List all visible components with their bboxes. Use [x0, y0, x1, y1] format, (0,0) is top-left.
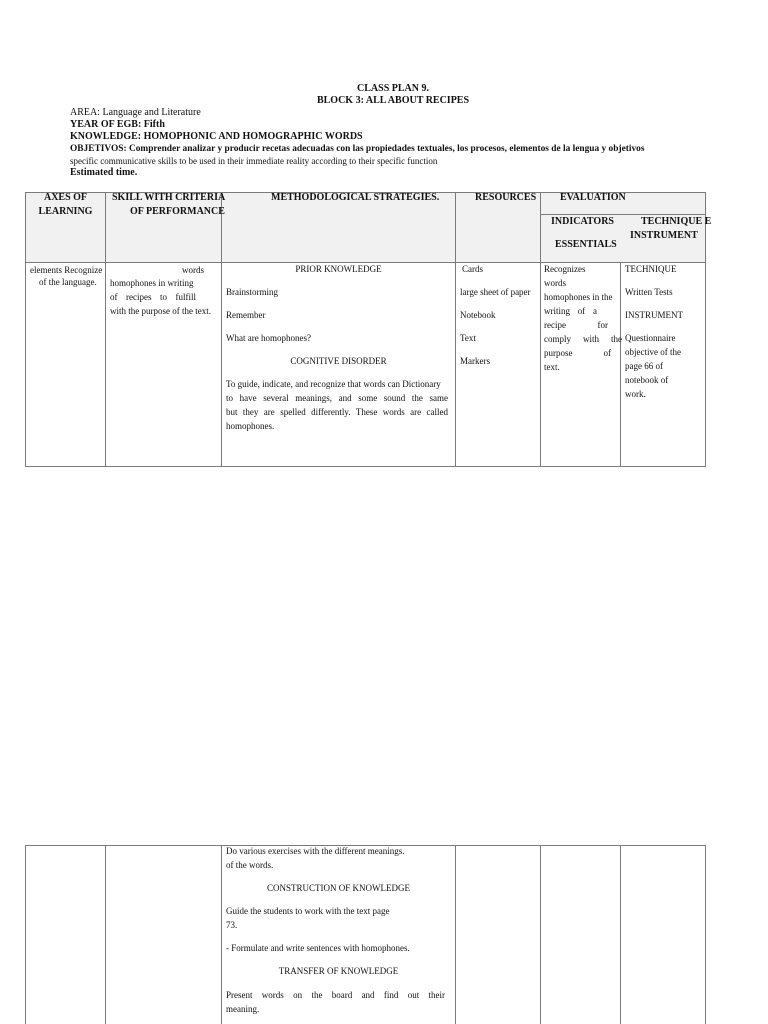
col-line-3	[221, 192, 222, 467]
year-line: YEAR OF EGB: Fifth	[70, 119, 165, 130]
col-line-6	[620, 262, 621, 467]
indicator-line-8: text.	[544, 362, 560, 372]
guide-line-1: To guide, indicate, and recognize that words can Dictionary	[226, 379, 441, 389]
area-line: AREA: Language and Literature	[70, 107, 201, 118]
header-indicators: INDICATORS	[551, 216, 614, 227]
present-line-1: Present words on the board and find out their	[226, 990, 445, 1000]
resource-paper: large sheet of paper	[460, 287, 531, 297]
skill-line-2: of recipes to fulfill	[110, 292, 196, 302]
header-skill-1: SKILL WITH CRITERIA	[112, 192, 226, 203]
present-line-2: meaning.	[226, 1004, 260, 1014]
cont-col-line-6	[620, 845, 621, 1024]
guide-line-2: to have several meanings, and some sound the same	[226, 393, 448, 403]
indicator-line-2: words	[544, 278, 566, 288]
class-plan-title: CLASS PLAN 9.	[357, 83, 429, 94]
axes-line-1: elements Recognize	[30, 265, 103, 275]
knowledge-line: KNOWLEDGE: HOMOPHONIC AND HOMOGRAPHIC WORDS	[70, 131, 363, 142]
indicator-line-6: comply with the	[544, 334, 622, 344]
instrument-line-4: notebook of	[625, 375, 669, 385]
axes-line-2: of the language.	[39, 277, 97, 287]
instrument-line-2: objective of the	[625, 347, 681, 357]
indicator-line-7: purpose of	[544, 348, 611, 358]
cont-col-line-7	[705, 845, 706, 1024]
header-technique: TECHNIQUE E	[641, 216, 712, 227]
indicator-line-4: writing of a	[544, 306, 597, 316]
skill-line-3: with the purpose of the text.	[110, 306, 211, 316]
technique-written-tests: Written Tests	[625, 287, 673, 297]
transfer-heading: TRANSFER OF KNOWLEDGE	[278, 966, 399, 976]
estimated-time: Estimated time.	[70, 167, 138, 178]
guide-students-line-1: Guide the students to work with the text page	[226, 906, 390, 916]
formulate-text: - Formulate and write sentences with homophones.	[226, 943, 410, 953]
guide-students-line-2: 73.	[226, 920, 238, 930]
cognitive-disorder-heading: COGNITIVE DISORDER	[290, 356, 387, 366]
objetivos-label: OBJETIVOS:	[70, 144, 127, 154]
technique-label: TECHNIQUE	[625, 264, 677, 274]
header-skill-2: OF PERFORMANCE	[130, 206, 225, 217]
exercise-line-2: of the words.	[226, 860, 274, 870]
table-border-bottom	[25, 466, 706, 467]
col-line-5	[540, 192, 541, 467]
resource-cards: Cards	[462, 264, 483, 274]
skill-line-1: homophones in writing	[110, 278, 194, 288]
question-text: What are homophones?	[226, 333, 311, 343]
resource-notebook: Notebook	[460, 310, 496, 320]
resource-text: Text	[460, 333, 476, 343]
evaluation-divider	[540, 214, 706, 215]
header-instrument: INSTRUMENT	[630, 230, 698, 241]
instrument-line-1: Questionnaire	[625, 333, 676, 343]
resource-markers: Markers	[460, 356, 490, 366]
col-line-1	[25, 192, 26, 467]
header-evaluation: EVALUATION	[560, 192, 626, 203]
objetivos-line-2: specific communicative skills to be used in their immediate reality according to their specific function	[70, 156, 438, 166]
brainstorming-text: Brainstorming	[226, 287, 278, 297]
instrument-line-3: page 66 of	[625, 361, 663, 371]
header-method: METHODOLOGICAL STRATEGIES.	[271, 192, 440, 203]
indicator-line-1: Recognizes	[544, 264, 586, 274]
guide-line-3: but they are spelled differently. These words are called	[226, 407, 448, 417]
cont-col-line-5	[540, 845, 541, 1024]
cont-col-line-2	[105, 845, 106, 1024]
prior-knowledge-heading: PRIOR KNOWLEDGE	[295, 264, 382, 274]
col-line-2	[105, 192, 106, 467]
header-axes-2: LEARNING	[38, 206, 93, 217]
guide-line-4: homophones.	[226, 421, 275, 431]
block-title: BLOCK 3: ALL ABOUT RECIPES	[316, 95, 470, 106]
cont-col-line-1	[25, 845, 26, 1024]
instrument-label: INSTRUMENT	[625, 310, 683, 320]
header-resources: RESOURCES	[475, 192, 537, 203]
objetivos-line	[70, 143, 644, 155]
indicator-line-3: homophones in the	[544, 292, 613, 302]
header-essentials: ESSENTIALS	[555, 239, 617, 250]
skill-words: words	[182, 265, 204, 275]
objetivos-text: Comprender analizar y producir recetas adecuadas con las propiedades textuales, los procesos, elementos de la lengua y objetivos	[128, 144, 645, 154]
indicator-line-5: recipe for	[544, 320, 608, 330]
construction-heading: CONSTRUCTION OF KNOWLEDGE	[267, 883, 410, 893]
cont-col-line-4	[455, 845, 456, 1024]
exercise-line-1: Do various exercises with the different meanings.	[226, 846, 405, 856]
instrument-line-5: work.	[625, 389, 646, 399]
col-line-4	[455, 192, 456, 467]
remember-text: Remember	[226, 310, 266, 320]
cont-col-line-3	[221, 845, 222, 1024]
header-axes-1: AXES OF	[43, 192, 88, 203]
col-line-7	[705, 192, 706, 467]
